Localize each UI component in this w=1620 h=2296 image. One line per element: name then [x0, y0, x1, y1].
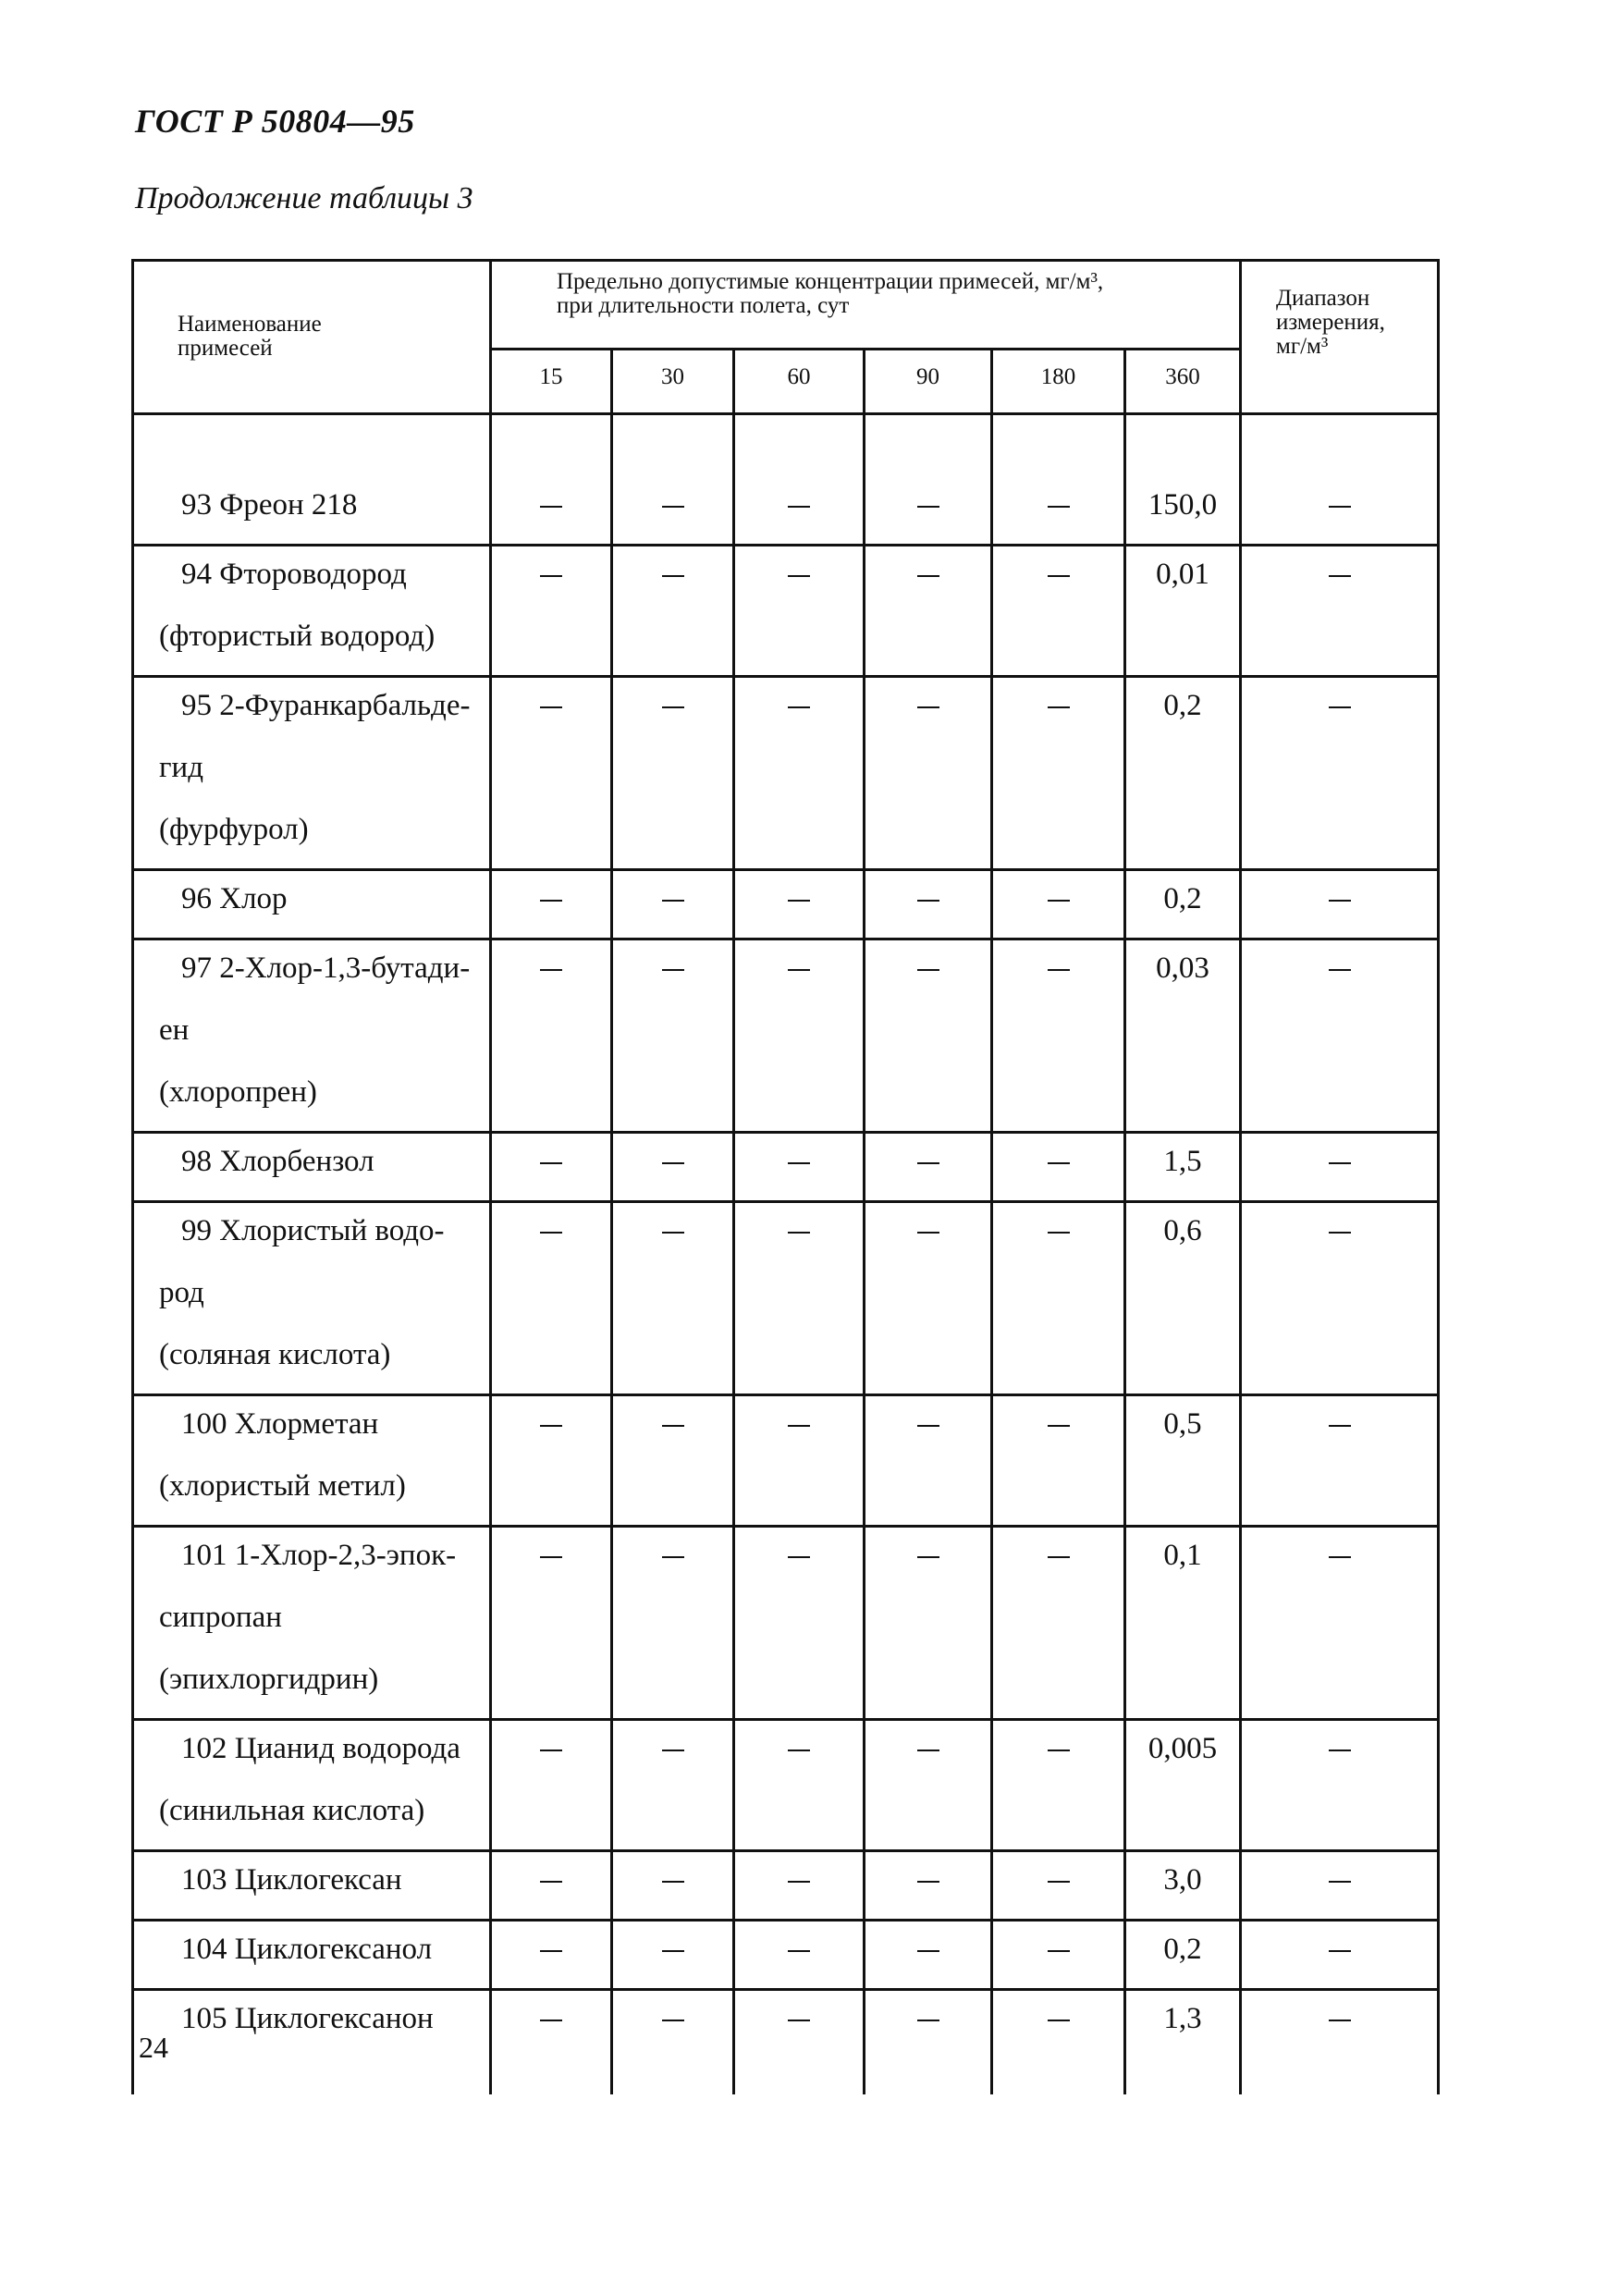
dash-cell — [993, 1718, 1123, 1780]
dash-mark — [540, 1162, 562, 1164]
dash-cell — [613, 675, 732, 737]
dash-mark — [1048, 1162, 1070, 1164]
dash-mark — [1329, 969, 1351, 971]
dash-cell — [993, 938, 1123, 1000]
range-dash-cell — [1242, 1394, 1437, 1455]
column-rule — [1437, 259, 1440, 2094]
dash-mark — [917, 1881, 939, 1883]
dash-cell — [865, 938, 990, 1000]
concentration-value: 0,01 — [1156, 558, 1209, 591]
dash-cell — [865, 675, 990, 737]
concentration-value: 0,5 — [1163, 1407, 1202, 1441]
dash-mark — [917, 506, 939, 508]
dash-mark — [1048, 1556, 1070, 1558]
dash-mark — [540, 1881, 562, 1883]
column-rule — [131, 259, 134, 2094]
dash-mark — [917, 1425, 939, 1427]
impurity-name — [137, 544, 489, 668]
dash-cell — [993, 1849, 1123, 1911]
concentration-value: 0,6 — [1163, 1214, 1202, 1247]
dash-mark — [1329, 575, 1351, 577]
dash-mark — [1048, 2020, 1070, 2021]
dash-cell — [613, 1525, 732, 1587]
dash-cell — [613, 1849, 732, 1911]
impurity-name — [137, 938, 489, 1123]
dash-mark — [540, 506, 562, 508]
header-limits-line: Предельно допустимые концентрации примесей, мг/м³, — [557, 269, 1104, 294]
dash-mark — [788, 1162, 810, 1164]
dash-cell — [492, 938, 610, 1000]
dash-cell — [735, 544, 863, 606]
impurity-name — [137, 1131, 489, 1193]
impurity-name-line: 97 2-Хлор-1,3-бутади- — [181, 952, 471, 985]
impurity-name-line: (синильная кислота) — [159, 1794, 425, 1827]
dash-cell — [492, 1131, 610, 1193]
concentration-value: 0,2 — [1163, 882, 1202, 915]
impurity-name-line: сипропан — [159, 1601, 282, 1634]
dash-mark — [1329, 706, 1351, 708]
dash-cell — [865, 1849, 990, 1911]
dash-cell — [993, 474, 1123, 536]
dash-mark — [917, 706, 939, 708]
dash-cell — [865, 1200, 990, 1262]
impurity-name-line: 104 Циклогексанол — [181, 1933, 433, 1966]
dash-mark — [540, 575, 562, 577]
impurity-name-line: (хлористый метил) — [159, 1469, 406, 1503]
dash-mark — [788, 706, 810, 708]
range-dash-cell — [1242, 1988, 1437, 2050]
range-dash-cell — [1242, 675, 1437, 737]
document-code: ГОСТ Р 50804—95 — [135, 103, 415, 140]
concentration-value: 0,2 — [1163, 1933, 1202, 1966]
impurity-name — [137, 675, 489, 861]
dash-cell — [735, 1919, 863, 1981]
dash-cell — [735, 868, 863, 930]
dash-cell — [735, 1718, 863, 1780]
dash-cell — [613, 1919, 732, 1981]
dash-mark — [1329, 1881, 1351, 1883]
dash-mark — [1048, 969, 1070, 971]
impurity-name — [137, 1200, 489, 1386]
dash-mark — [540, 900, 562, 902]
concentration-value: 0,1 — [1163, 1539, 1202, 1572]
dash-cell — [492, 544, 610, 606]
concentration-value: 1,3 — [1163, 2002, 1202, 2035]
dash-mark — [1048, 1881, 1070, 1883]
dash-cell — [865, 1718, 990, 1780]
dash-cell — [865, 1131, 990, 1193]
dash-mark — [1048, 1950, 1070, 1952]
dash-cell — [865, 1525, 990, 1587]
dash-cell — [613, 868, 732, 930]
dash-mark — [540, 969, 562, 971]
impurity-name-line: (эпихлоргидрин) — [159, 1663, 379, 1696]
dash-mark — [540, 2020, 562, 2021]
dash-mark — [917, 1556, 939, 1558]
impurity-name-line: 93 Фреон 218 — [181, 488, 358, 522]
dash-cell — [865, 544, 990, 606]
dash-cell — [492, 1200, 610, 1262]
header-range-line: измерения, — [1276, 310, 1385, 335]
dash-mark — [1048, 1750, 1070, 1751]
dash-mark — [1048, 575, 1070, 577]
impurity-name-line: (хлоропрен) — [159, 1075, 317, 1109]
dash-mark — [662, 969, 684, 971]
range-dash-cell — [1242, 1849, 1437, 1911]
header-range-line: мг/м³ — [1276, 334, 1329, 359]
dash-mark — [540, 1750, 562, 1751]
dash-mark — [1048, 1232, 1070, 1234]
dash-mark — [788, 1556, 810, 1558]
concentration-value: 0,03 — [1156, 952, 1209, 985]
dash-cell — [613, 1988, 732, 2050]
impurity-name — [137, 1718, 489, 1842]
dash-cell — [865, 1988, 990, 2050]
dash-cell — [993, 1131, 1123, 1193]
dash-mark — [1329, 2020, 1351, 2021]
impurity-name — [137, 1525, 489, 1711]
dash-cell — [735, 938, 863, 1000]
dash-cell — [613, 1718, 732, 1780]
impurity-name-line: 98 Хлорбензол — [181, 1145, 374, 1178]
range-dash-cell — [1242, 1200, 1437, 1262]
table-caption: Продолжение таблицы 3 — [135, 181, 473, 215]
dash-mark — [1329, 1162, 1351, 1164]
dash-mark — [662, 1750, 684, 1751]
concentration-value: 3,0 — [1163, 1863, 1202, 1897]
duration-header: 90 — [916, 364, 939, 389]
dash-mark — [540, 1232, 562, 1234]
dash-mark — [1048, 706, 1070, 708]
concentration-value: 0,2 — [1163, 689, 1202, 722]
dash-cell — [613, 938, 732, 1000]
dash-cell — [735, 1394, 863, 1455]
duration-header: 30 — [661, 364, 684, 389]
dash-mark — [917, 900, 939, 902]
dash-mark — [662, 1950, 684, 1952]
dash-mark — [788, 2020, 810, 2021]
dash-cell — [993, 1200, 1123, 1262]
dash-cell — [865, 1919, 990, 1981]
dash-cell — [993, 1988, 1123, 2050]
impurity-name — [137, 1988, 489, 2050]
impurity-name-line: 96 Хлор — [181, 882, 288, 915]
impurity-name-line: 103 Циклогексан — [181, 1863, 402, 1897]
dash-mark — [788, 900, 810, 902]
range-dash-cell — [1242, 1919, 1437, 1981]
impurity-name-line: род — [159, 1276, 204, 1309]
dash-cell — [492, 1849, 610, 1911]
concentration-value: 150,0 — [1148, 488, 1218, 522]
range-dash-cell — [1242, 938, 1437, 1000]
range-dash-cell — [1242, 474, 1437, 536]
dash-cell — [735, 1849, 863, 1911]
header-name-line: примесей — [178, 336, 273, 361]
concentration-table — [131, 259, 1437, 2035]
dash-cell — [735, 1525, 863, 1587]
dash-cell — [865, 1394, 990, 1455]
dash-mark — [1048, 506, 1070, 508]
dash-mark — [1329, 1232, 1351, 1234]
dash-cell — [735, 1988, 863, 2050]
dash-mark — [917, 1950, 939, 1952]
dash-mark — [1048, 1425, 1070, 1427]
dash-mark — [788, 1750, 810, 1751]
dash-mark — [662, 1556, 684, 1558]
impurity-name-line: 105 Циклогексанон — [181, 2002, 434, 2035]
duration-header: 15 — [539, 364, 563, 389]
dash-cell — [492, 474, 610, 536]
dash-cell — [993, 544, 1123, 606]
impurity-name — [137, 868, 489, 930]
dash-mark — [1329, 506, 1351, 508]
impurity-name-line: 102 Цианид водорода — [181, 1732, 460, 1765]
dash-mark — [788, 1425, 810, 1427]
dash-mark — [662, 506, 684, 508]
dash-cell — [492, 1718, 610, 1780]
range-dash-cell — [1242, 1525, 1437, 1587]
dash-mark — [662, 1232, 684, 1234]
dash-cell — [492, 1988, 610, 2050]
dash-cell — [613, 1200, 732, 1262]
header-limits — [557, 270, 1352, 318]
duration-header: 360 — [1165, 364, 1200, 389]
impurity-name — [137, 474, 489, 536]
dash-mark — [788, 575, 810, 577]
dash-mark — [540, 1556, 562, 1558]
impurity-name-line: (фурфурол) — [159, 813, 309, 846]
dash-mark — [788, 1232, 810, 1234]
impurity-name — [137, 1919, 489, 1981]
dash-mark — [540, 1425, 562, 1427]
impurity-name-line: 101 1-Хлор-2,3-эпок- — [181, 1539, 457, 1572]
range-dash-cell — [1242, 544, 1437, 606]
dash-mark — [1329, 900, 1351, 902]
dash-cell — [492, 1919, 610, 1981]
page-number: 24 — [139, 2031, 168, 2064]
dash-cell — [492, 868, 610, 930]
dash-cell — [993, 675, 1123, 737]
header-limits-line: при длительности полета, сут — [557, 293, 850, 318]
impurity-name-line: 94 Фтороводород — [181, 558, 407, 591]
dash-cell — [492, 675, 610, 737]
dash-mark — [662, 1162, 684, 1164]
concentration-value: 1,5 — [1163, 1145, 1202, 1178]
impurity-name-line: ен — [159, 1013, 190, 1047]
dash-cell — [735, 1131, 863, 1193]
dash-mark — [662, 1425, 684, 1427]
dash-cell — [613, 1131, 732, 1193]
impurity-name-line: 100 Хлорметан — [181, 1407, 379, 1441]
impurity-name-line: гид — [159, 751, 203, 784]
dash-cell — [735, 1200, 863, 1262]
dash-mark — [917, 2020, 939, 2021]
dash-cell — [735, 675, 863, 737]
dash-mark — [1329, 1750, 1351, 1751]
dash-cell — [993, 1919, 1123, 1981]
dash-mark — [917, 1232, 939, 1234]
dash-mark — [662, 706, 684, 708]
dash-mark — [662, 1881, 684, 1883]
dash-cell — [735, 474, 863, 536]
impurity-name-line: (фтористый водород) — [159, 620, 436, 653]
impurity-name-line: 95 2-Фуранкарбальде- — [181, 689, 471, 722]
range-dash-cell — [1242, 1718, 1437, 1780]
impurity-name — [137, 1394, 489, 1517]
dash-mark — [540, 706, 562, 708]
dash-cell — [865, 868, 990, 930]
header-name-line: Наименование — [178, 312, 322, 337]
dash-cell — [613, 474, 732, 536]
dash-cell — [993, 1525, 1123, 1587]
dash-mark — [917, 1162, 939, 1164]
impurity-name-line: 99 Хлористый водо- — [181, 1214, 445, 1247]
header-name — [178, 313, 483, 361]
header-range-line: Диапазон — [1276, 286, 1370, 311]
header-range — [1276, 287, 1433, 359]
dash-mark — [1329, 1950, 1351, 1952]
dash-mark — [662, 575, 684, 577]
dash-cell — [492, 1394, 610, 1455]
dash-mark — [788, 1881, 810, 1883]
dash-cell — [993, 1394, 1123, 1455]
dash-mark — [1329, 1425, 1351, 1427]
range-dash-cell — [1242, 1131, 1437, 1193]
dash-cell — [865, 474, 990, 536]
dash-mark — [662, 900, 684, 902]
dash-cell — [993, 868, 1123, 930]
impurity-name — [137, 1849, 489, 1911]
concentration-value: 0,005 — [1148, 1732, 1218, 1765]
dash-cell — [492, 1525, 610, 1587]
dash-cell — [613, 1394, 732, 1455]
range-dash-cell — [1242, 868, 1437, 930]
dash-mark — [917, 1750, 939, 1751]
dash-mark — [540, 1950, 562, 1952]
dash-mark — [917, 575, 939, 577]
dash-mark — [1048, 900, 1070, 902]
duration-header: 60 — [787, 364, 811, 389]
dash-mark — [917, 969, 939, 971]
dash-mark — [788, 969, 810, 971]
dash-mark — [788, 1950, 810, 1952]
dash-mark — [662, 2020, 684, 2021]
duration-header: 180 — [1040, 364, 1076, 389]
dash-mark — [1329, 1556, 1351, 1558]
dash-mark — [788, 506, 810, 508]
impurity-name-line: (соляная кислота) — [159, 1338, 391, 1371]
dash-cell — [613, 544, 732, 606]
